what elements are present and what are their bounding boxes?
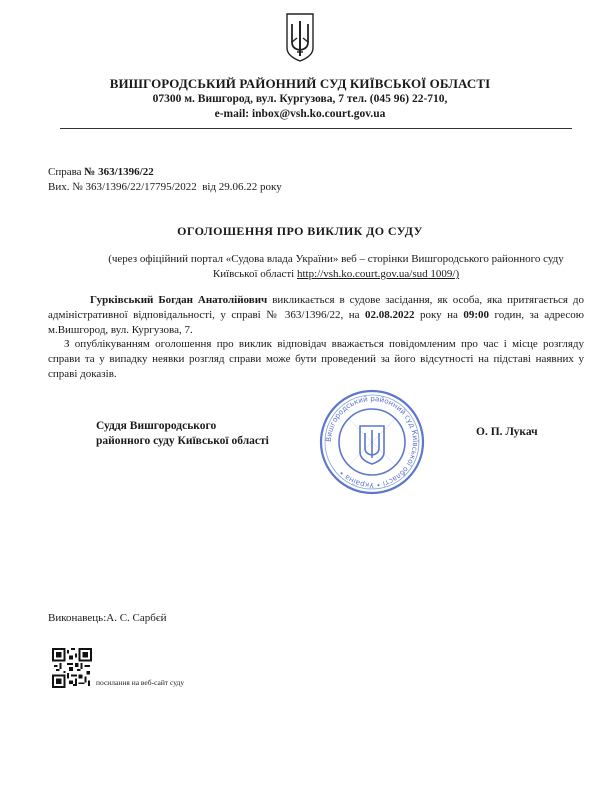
judge-name: О. П. Лукач bbox=[476, 426, 538, 438]
notice-paragraph bbox=[48, 337, 584, 382]
summons-paragraph bbox=[48, 293, 584, 338]
court-email: e-mail: inbox@vsh.ko.court.gov.ua bbox=[214, 108, 386, 120]
court-address: 07300 м. Вишгород, вул. Кургузова, 7 тел. (045 96) 22-710, bbox=[152, 93, 448, 105]
out-prefix: Вих. № bbox=[48, 181, 86, 193]
coat-of-arms-icon bbox=[284, 12, 316, 62]
qr-caption: посилання на веб-сайт суду bbox=[96, 678, 185, 687]
court-name: ВИШГОРОДСЬКИЙ РАЙОННИЙ СУД КИЇВСЬКОЇ ОБЛАСТІ bbox=[109, 76, 491, 91]
document-title: ОГОЛОШЕННЯ ПРО ВИКЛИК ДО СУДУ bbox=[177, 224, 423, 238]
notice-text: З опублікуванням оголошення про виклик відповідач вважається повідомленим про час і місце розгляду справи та у випадку неявки розгляд справи може бути проведений за його відсутності на підставі наявних у справі доказів. bbox=[48, 338, 584, 380]
summons-text-c: годин, за адресою м.Вишгород, вул. Кургузова, 7. bbox=[48, 309, 584, 336]
qr-code-icon[interactable] bbox=[52, 648, 92, 688]
header-divider bbox=[60, 128, 572, 129]
summoned-person: Гурківський Богдан Анатолійович bbox=[90, 294, 268, 306]
out-date: від 29.06.22 року bbox=[202, 181, 282, 193]
outgoing-number-line bbox=[48, 181, 282, 193]
court-seal-icon bbox=[318, 388, 426, 496]
case-number: № 363/1396/22 bbox=[84, 166, 154, 178]
case-number-line bbox=[48, 166, 154, 178]
publication-text: (через офіційний портал «Судова влада України» веб – сторінки Вишгородського районного суду Київської області bbox=[108, 253, 564, 280]
hearing-date: 02.08.2022 bbox=[365, 309, 415, 321]
out-number: 363/1396/22/17795/2022 bbox=[85, 181, 197, 193]
executor-line: Виконавець:А. С. Сарбєй bbox=[48, 612, 167, 624]
judge-title-line1: Суддя Вишгородського bbox=[96, 420, 217, 432]
judge-title-line2: районного суду Київської області bbox=[96, 435, 269, 447]
seal-text: Вишгородський районний суд Київської області • Україна • bbox=[323, 393, 421, 491]
publication-note bbox=[92, 252, 580, 282]
summons-text-a: викликається в судове засідання, як особа, яка притягається до адміністративної відповідальності, у справі № 363/1396/22, на bbox=[48, 294, 584, 321]
summons-text-b: року на bbox=[414, 309, 464, 321]
hearing-time: 09:00 bbox=[463, 309, 490, 321]
case-prefix: Справа bbox=[48, 166, 85, 178]
court-site-link[interactable]: http://vsh.ko.court.gov.ua/sud 1009/) bbox=[296, 268, 460, 280]
judge-title bbox=[96, 419, 269, 449]
